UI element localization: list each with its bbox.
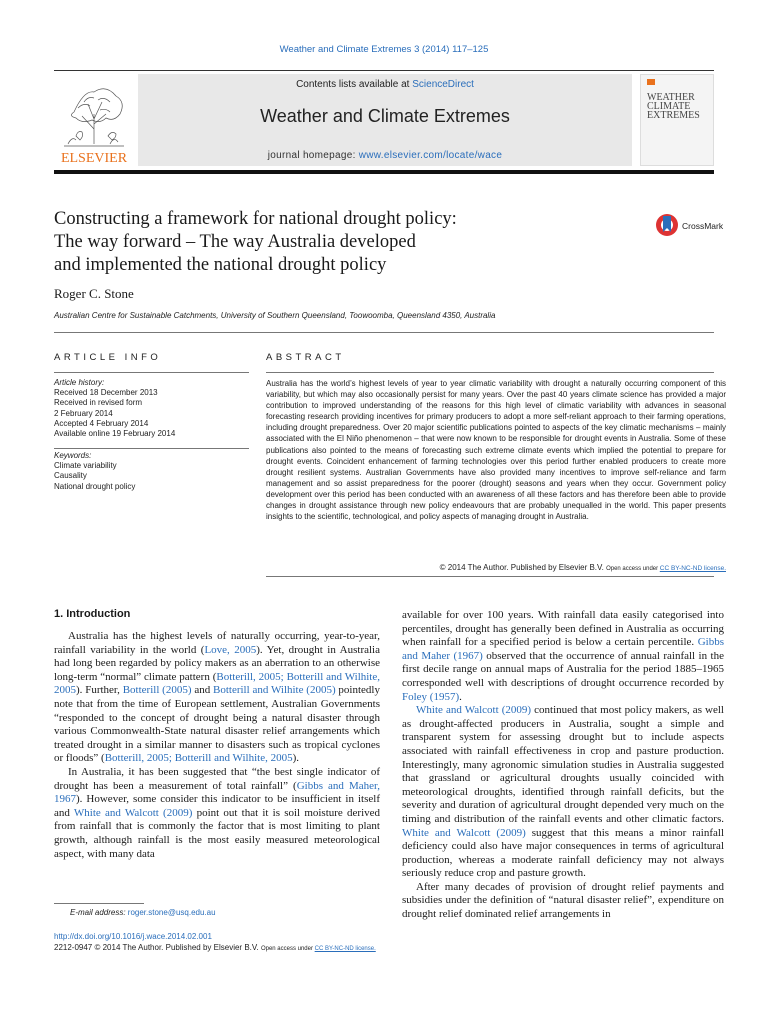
article-history (54, 378, 249, 439)
keywords-label: Keywords: (54, 451, 92, 460)
abstract-heading: ABSTRACT (266, 352, 345, 363)
reference-link[interactable]: Gibbs and Maher (1967) (402, 636, 724, 662)
keywords-divider (54, 448, 249, 449)
article-info-heading: ARTICLE INFO (54, 352, 162, 363)
reference-link[interactable]: White and Walcott (2009) (416, 704, 532, 717)
footer-license-link[interactable]: CC BY-NC-ND license. (314, 946, 376, 952)
keywords (54, 451, 249, 492)
keyword-item: Climate variability (54, 461, 117, 471)
license-link[interactable]: CC BY-NC-ND license. (659, 565, 726, 572)
paragraph: White and Walcott (2009) continued that most policy makers, as well as drought-affected producers in Australia, sought a simple and transparent system for assessing drought but to include aspects associated with rainfall effectiveness in crop and pasture production. Interestingly, many agronomic simulation studies in Australia suggested that grassland or agricultural droughts usually coincided with meteorological droughts, identified through rainfall deficits, but the severity and duration of agricultural drought depended very much on the timing and distribution of the rainfall events and other climatic factors. White and Walcott (2009) suggest that this means a minor rainfall deficiency could also have major consequences in terms of agricultural production, whereas a moderate rainfall deficiency may not always seriously reduce crop and pasture growth. (402, 704, 725, 880)
title-line: Constructing a framework for national drought policy: (54, 209, 457, 229)
masthead-top-rule (54, 70, 714, 71)
copyright-text: © 2014 The Author. Published by Elsevier B.V. (439, 563, 607, 572)
homepage-prefix: journal homepage: (267, 150, 359, 161)
email-link[interactable]: roger.stone@usq.edu.au (127, 908, 216, 917)
reference-link[interactable]: Love, 2005 (204, 643, 257, 656)
elsevier-wordmark: ELSEVIER (60, 151, 128, 166)
paragraph: available for over 100 years. With rainfall data easily categorised into percentiles, drought has generally been defined in Australia as occurring when rainfall for a specified period is below a certain percentile. Gibbs and Maher (1967) observed that the occurrence of annual rainfall in the first decile range on annual maps of Australia for the period 1885–1965 corresponded well with descriptions of drought occurrence recorded by Foley (1957). (402, 609, 724, 703)
abstract-text: Australia has the world’s highest levels of year to year climatic variability with drought a naturally occurring component of this variability, but which may also occasionally persist for many years. Over the past 40 years climate science has provided a major contribution to improved understanding of the reasons for this high level of climatic variability with advances in seasonal forecasting research providing incentives for primary producers to adopt a more self-reliant approach to their farming operations, including drought preparedness. Over 20 major scientific publications pointed to aspects of the key climatic mechanisms – mainly associated with the El Niño phenomenon – that were now known to be responsible for drought events in Australia. Some of these publications also pointed to the means of forecasting such extreme climate events which implied the potential to prepare for drought events. Coincident enhancement of farming technologies over this period further enabled producers to create more drought resilient systems. Australian Governments have also provided many incentives to improve self-reliance and farm management and so assist preparedness for the poorer (drought) seasons and years when they occur. Government policy development over this period has been conducted with an awareness of all these factors and has therefore been able to provide changes in drought assistance through new policy endeavours that are probably unequalled in the world. This paper presents insights to the scientific, technological, and policy aspects of managing drought in Australia. (266, 379, 726, 522)
sciencedirect-link[interactable]: ScienceDirect (412, 79, 474, 90)
reference-link[interactable]: White and Walcott (2009) (402, 826, 526, 839)
crossmark-label: CrossMark (682, 221, 724, 231)
paragraph: After many decades of provision of drought relief payments and subsidies under the definition of “natural disaster relief”, expenditure on drought relief dominated relief arrangements in (402, 880, 724, 921)
affiliation-divider (54, 332, 714, 333)
journal-citation[interactable]: Weather and Climate Extremes 3 (2014) 117–125 (279, 44, 489, 55)
open-access-label: Open access under (606, 566, 660, 572)
contents-prefix: Contents lists available at (296, 79, 413, 90)
paragraph: In Australia, it has been suggested that “the best single indicator of drought has been a measurement of total rainfall” (Gibbs and Maher, 1967). However, some consider this indicator to be insufficient in itself and White and Walcott (2009) point out that it is soil moisture derived from rainfall that is commonly the factor that is most limiting to plant growth, although rainfall is the most easily measured meteorological aspect, with many data (54, 765, 381, 860)
article-title (54, 208, 614, 277)
author-affiliation: Australian Centre for Sustainable Catchments, University of Southern Queensland, Toowoomba, Queensland 4350, Australia (54, 311, 496, 320)
footnote-rule (54, 903, 144, 904)
history-item: Available online 19 February 2014 (54, 429, 176, 439)
article-info-divider (54, 372, 249, 373)
body-column-right (402, 609, 724, 922)
body-column-left (54, 630, 380, 861)
journal-cover-thumbnail[interactable] (640, 74, 714, 166)
elsevier-logo (54, 74, 134, 166)
history-item: Received in revised form (54, 398, 143, 408)
reference-link[interactable]: Botterill (2005) (122, 684, 192, 697)
abstract-divider (266, 372, 714, 373)
homepage-link[interactable]: www.elsevier.com/locate/wace (358, 150, 503, 161)
cover-title: WEATHER CLIMATE EXTREMES (647, 92, 700, 121)
journal-title: Weather and Climate Extremes (260, 106, 510, 126)
doi-link[interactable]: http://dx.doi.org/10.1016/j.wace.2014.02.001 (54, 932, 212, 941)
title-line: and implemented the national drought policy (54, 255, 387, 275)
abstract-copyright (266, 563, 726, 572)
history-item: 2 February 2014 (54, 408, 113, 418)
history-label: Article history: (54, 378, 105, 387)
abstract-bottom-divider (266, 576, 714, 577)
reference-link[interactable]: Botterill and Wilhite (2005) (213, 684, 336, 697)
introduction-heading: 1. Introduction (54, 608, 131, 620)
cover-logo-mark (647, 79, 655, 85)
history-item: Received 18 December 2013 (54, 388, 158, 398)
reference-link[interactable]: Foley (1957) (402, 690, 460, 703)
reference-link[interactable]: White and Walcott (2009) (73, 806, 193, 819)
paragraph: Australia has the highest levels of naturally occurring, year-to-year, rainfall variability in the world (Love, 2005). Yet, drought in Australia had long been regarded by policy makers as an aberration to an otherwise long-term “normal” climate pattern (Botterill, 2005; Botterill and Wilhite, 2005). Further, Botterill (2005) and Botterill and Wilhite (2005) pointedly note that from the time of European settlement, Australian Governments “responded to the concept of drought being a natural disaster through various Commonwealth-State natural disaster relief arrangements which treated drought in a similar manner to disasters such as tropical cyclones or floods” (Botterill, 2005; Botterill and Wilhite, 2005). (54, 630, 381, 765)
author-name: Roger C. Stone (54, 286, 134, 301)
reference-link[interactable]: Botterill, 2005; Botterill and Wilhite, 2005 (104, 752, 293, 765)
masthead-bottom-rule (54, 170, 714, 174)
email-label: E-mail address: (70, 908, 128, 917)
issn-line (54, 943, 376, 952)
keyword-item: National drought policy (54, 481, 136, 491)
title-line: The way forward – The way Australia developed (54, 232, 416, 252)
history-item: Accepted 4 February 2014 (54, 418, 149, 428)
footer-open-access-label: Open access under (260, 946, 315, 952)
homepage-line (138, 150, 632, 161)
keyword-item: Causality (54, 471, 87, 481)
contents-line (138, 79, 632, 90)
crossmark-button[interactable] (655, 210, 735, 240)
email-footnote (70, 908, 216, 917)
issn-text: 2212-0947 © 2014 The Author. Published by Elsevier B.V. (54, 943, 261, 952)
reference-link[interactable]: Gibbs and Maher, 1967 (54, 779, 380, 806)
reference-link[interactable]: Botterill, 2005; Botterill and Wilhite, 2005 (54, 670, 380, 697)
